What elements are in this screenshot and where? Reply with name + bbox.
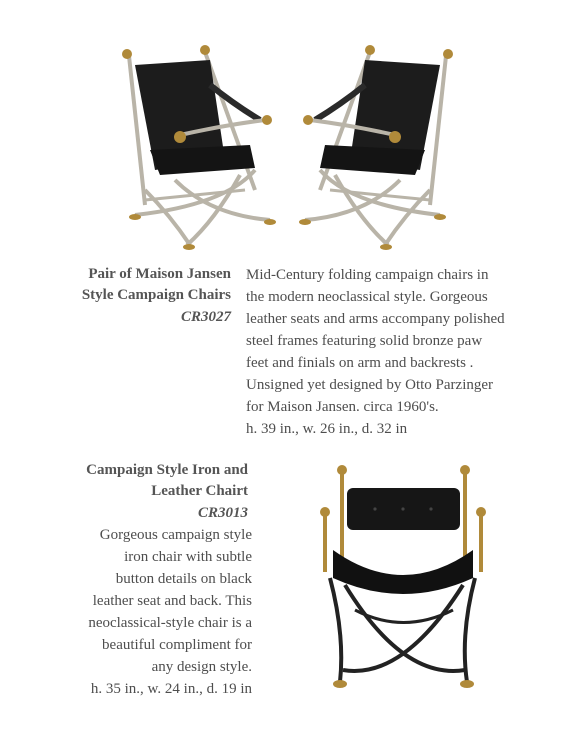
- campaign-chairs-pair-photo: [115, 40, 460, 255]
- item1-desc-line: Mid-Century folding campaign chairs in: [246, 267, 489, 283]
- item1-desc-line: steel frames featuring solid bronze paw: [246, 333, 483, 349]
- item2-desc-line: beautiful compliment for: [102, 637, 252, 653]
- item1-title: [82, 264, 231, 306]
- item2-code: CR3013: [197, 505, 248, 521]
- item2-desc-line: any design style.: [151, 659, 252, 675]
- item2-dimensions: h. 35 in., w. 24 in., d. 19 in: [90, 681, 252, 697]
- item2-desc-line: neoclassical-style chair is a: [88, 615, 252, 631]
- item2-description: [88, 524, 252, 700]
- item1-desc-line: the modern neoclassical style. Gorgeous: [246, 289, 488, 305]
- item2-desc-line: Gorgeous campaign style: [99, 527, 252, 543]
- item2-desc-line: iron chair with subtle: [124, 549, 252, 565]
- item1-description: [246, 264, 505, 440]
- right-chair: [299, 45, 453, 250]
- item1-title-line: Style Campaign Chairs: [81, 287, 231, 303]
- item1-dimensions: h. 39 in., w. 26 in., d. 32 in: [246, 421, 408, 437]
- item1-desc-line: leather seats and arms accompany polished: [246, 311, 505, 327]
- item2-title-line: Campaign Style Iron and: [86, 462, 248, 478]
- item2-title: [86, 460, 248, 502]
- item1-code: CR3027: [180, 309, 231, 325]
- iron-leather-chair-photo: [315, 460, 495, 692]
- item1-desc-line: feet and finials on arm and backrests .: [246, 355, 474, 371]
- item2-desc-line: button details on black: [115, 571, 252, 587]
- item1-title-line: Pair of Maison Jansen: [88, 266, 231, 282]
- item2-desc-line: leather seat and back. This: [92, 593, 252, 609]
- item1-desc-line: Unsigned yet designed by Otto Parzinger: [246, 377, 494, 393]
- item1-desc-line: for Maison Jansen. circa 1960's.: [246, 399, 439, 415]
- left-chair: [122, 45, 276, 250]
- item2-title-line: Leather Chairt: [151, 483, 248, 499]
